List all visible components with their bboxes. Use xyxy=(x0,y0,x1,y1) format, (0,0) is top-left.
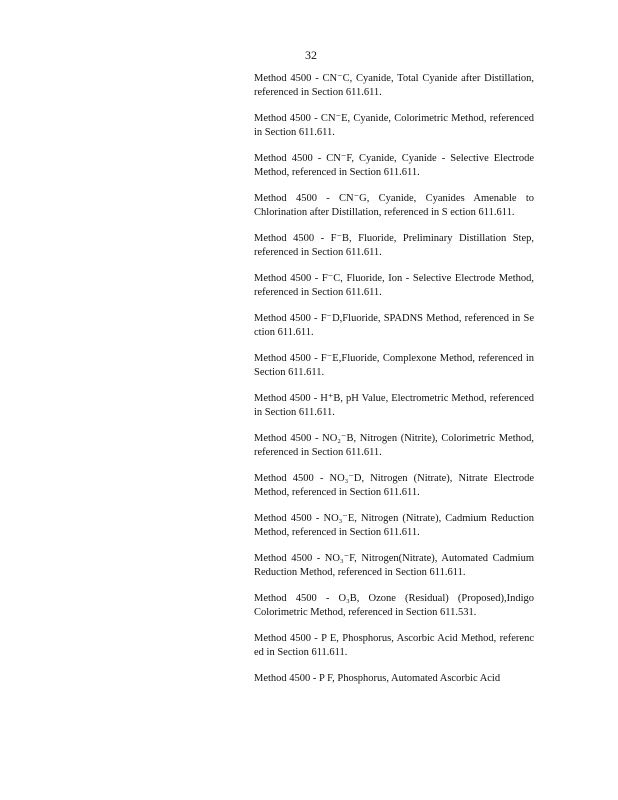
method-entry: Method 4500 - CN⁻G, Cyanide, Cyanides Amenable to Chlorination after Distillation, referenced in S ection 611.611. xyxy=(254,193,534,218)
method-entry: Method 4500 - NO₃⁻D, Nitrogen (Nitrate), Nitrate Electrode Method, referenced in Section 611.611. xyxy=(254,473,534,498)
method-entry: Method 4500 - F⁻B, Fluoride, Preliminary Distillation Step, referenced in Section 611.611. xyxy=(254,233,534,258)
method-entry: Method 4500 - NO₃⁻F, Nitrogen(Nitrate), Automated Cadmium Reduction Method, referenced in Section 611.611. xyxy=(254,553,534,578)
method-entry: Method 4500 - F⁻D,Fluoride, SPADNS Method, referenced in Se ction 611.611. xyxy=(254,313,534,338)
method-entry: Method 4500 - NO₃⁻E, Nitrogen (Nitrate), Cadmium Reduction Method, referenced in Section 611.611. xyxy=(254,513,534,538)
method-entry: Method 4500 - H⁺B, pH Value, Electrometric Method, referenced in Section 611.611. xyxy=(254,393,534,418)
page-number: 32 xyxy=(305,48,317,62)
method-entry: Method 4500 - CN⁻C, Cyanide, Total Cyanide after Distillation, referenced in Section 611.611. xyxy=(254,73,534,98)
method-entry: Method 4500 - CN⁻F, Cyanide, Cyanide - Selective Electrode Method, referenced in Section 611.611. xyxy=(254,153,534,178)
method-list xyxy=(254,72,534,698)
method-entry: Method 4500 - F⁻C, Fluoride, Ion - Selective Electrode Method, referenced in Section 611.611. xyxy=(254,273,534,298)
method-entry: Method 4500 - P F, Phosphorus, Automated Ascorbic Acid xyxy=(254,673,501,684)
method-entry: Method 4500 - O₃B, Ozone (Residual) (Proposed),Indigo Colorimetric Method, referenced in Section 611.531. xyxy=(254,593,534,618)
method-entry: Method 4500 - F⁻E,Fluoride, Complexone Method, referenced in Section 611.611. xyxy=(254,353,534,378)
method-entry: Method 4500 - CN⁻E, Cyanide, Colorimetric Method, referenced in Section 611.611. xyxy=(254,113,534,138)
method-entry: Method 4500 - P E, Phosphorus, Ascorbic Acid Method, referenc ed in Section 611.611. xyxy=(254,633,534,658)
method-entry: Method 4500 - NO₂⁻B, Nitrogen (Nitrite), Colorimetric Method, referenced in Section 611.611. xyxy=(254,433,534,458)
